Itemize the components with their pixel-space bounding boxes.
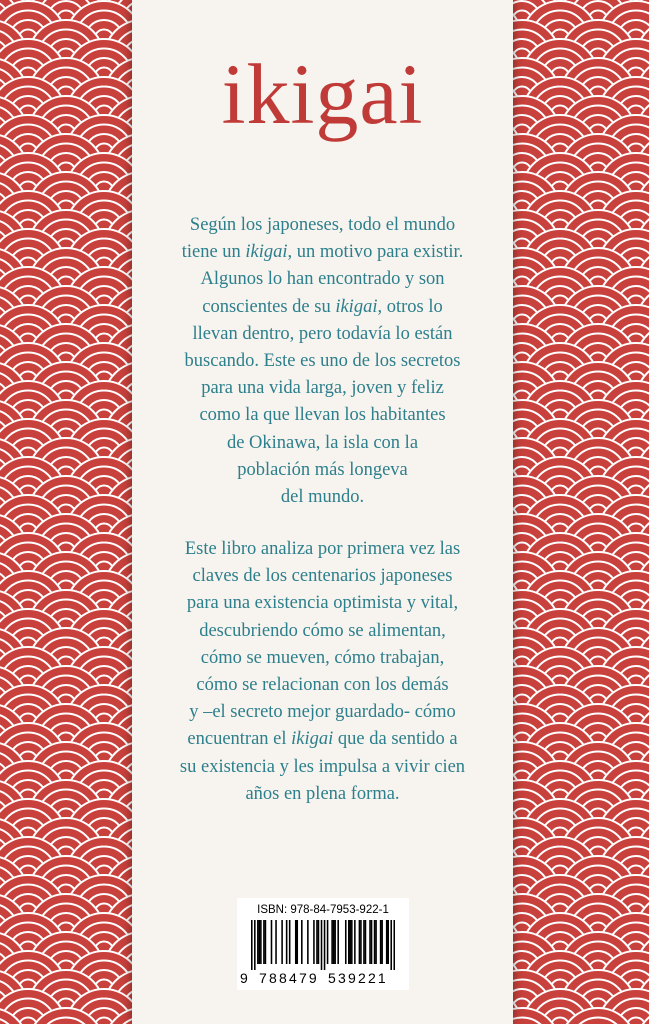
barcode-digit-lead: 9 xyxy=(240,970,248,986)
barcode-bar xyxy=(254,920,256,970)
barcode-bar xyxy=(296,920,298,964)
text-line: del mundo. xyxy=(280,487,365,508)
barcode-bar xyxy=(360,920,362,964)
barcode-bar xyxy=(354,920,356,964)
text-line: de Okinawa, la isla con la xyxy=(226,432,419,453)
seigaiha-pattern-right xyxy=(513,0,649,1024)
barcode-bar xyxy=(359,920,361,964)
text-line: conscientes de su ikigai, otros lo xyxy=(202,296,443,317)
barcode-bar xyxy=(333,920,335,964)
barcode-bar xyxy=(275,920,277,964)
barcode-bar xyxy=(390,920,392,970)
isbn-barcode xyxy=(237,898,409,990)
barcode-bar xyxy=(369,920,371,964)
barcode-bar xyxy=(313,920,315,964)
text-line: su existencia y les impulsa a vivir cien xyxy=(179,756,466,777)
synopsis-paragraph-2 xyxy=(132,536,513,808)
barcode-bar xyxy=(350,920,352,964)
text-line: población más longeva xyxy=(237,459,408,480)
barcode-bar xyxy=(327,920,329,964)
barcode-bar xyxy=(286,920,288,964)
barcode-bar xyxy=(318,920,320,964)
barcode-bar xyxy=(259,920,261,964)
text-line: buscando. Este es uno de los secretos xyxy=(184,351,461,372)
text-line: y –el secreto mejor guardado- cómo xyxy=(189,702,456,723)
text-line: cómo se relacionan con los demás xyxy=(196,675,449,696)
barcode-bar xyxy=(393,920,395,970)
back-cover-panel xyxy=(132,0,513,1024)
text-line: Algunos lo han encontrado y son xyxy=(200,269,445,290)
barcode-bar xyxy=(257,920,259,964)
barcode-bar xyxy=(345,920,347,964)
barcode-bar xyxy=(371,920,373,964)
text-line: tiene un ikigai, un motivo para existir. xyxy=(181,242,464,263)
barcode-bar xyxy=(316,920,318,964)
barcode-bar xyxy=(331,920,333,964)
text-line: para una vida larga, joven y feliz xyxy=(201,378,444,399)
book-title: ikigai xyxy=(221,46,424,142)
barcode-digit-group-2: 539221 xyxy=(328,970,388,986)
barcode-bar xyxy=(337,920,339,964)
isbn-label: ISBN: 978-84-7953-922-1 xyxy=(257,904,389,916)
barcode-bar xyxy=(263,920,265,964)
barcode-bar xyxy=(251,920,253,970)
barcode-digit-group-1: 788479 xyxy=(259,970,319,986)
barcode-bar xyxy=(271,920,273,964)
barcode-bar xyxy=(260,920,262,964)
text-line: llevan dentro, pero todavía lo están xyxy=(192,323,453,344)
text-line: Este libro analiza por primera vez las xyxy=(184,539,461,559)
text-line: cómo se mueven, cómo trabajan, xyxy=(200,647,445,668)
barcode-bar xyxy=(381,920,383,964)
barcode-bar xyxy=(265,920,267,964)
text-line: como la que llevan los habitantes xyxy=(199,405,446,426)
seigaiha-pattern-left xyxy=(0,0,132,1024)
text-line: Según los japoneses, todo el mundo xyxy=(189,215,456,235)
barcode-bar xyxy=(307,920,309,964)
barcode-bar xyxy=(321,920,323,970)
barcode-bar xyxy=(334,920,336,964)
left-wave-pattern xyxy=(0,0,132,1024)
barcode-bar xyxy=(348,920,350,964)
barcode-bar xyxy=(281,920,283,964)
barcode-bar xyxy=(324,920,326,970)
synopsis-paragraph-1 xyxy=(132,212,513,511)
barcode-bar xyxy=(375,920,377,964)
barcode-bar xyxy=(363,920,365,964)
text-line: claves de los centenarios japoneses xyxy=(192,566,453,587)
barcode-bar xyxy=(374,920,376,964)
barcode-bar xyxy=(380,920,382,964)
barcode-bar xyxy=(289,920,291,964)
text-line: para una existencia optimista y vital, xyxy=(186,593,459,614)
barcode-bar xyxy=(301,920,303,964)
text-line: encuentran el ikigai que da sentido a xyxy=(187,729,458,750)
barcode-bar xyxy=(295,920,297,964)
barcode-bar xyxy=(387,920,389,964)
right-wave-pattern xyxy=(513,0,649,1024)
text-line: descubriendo cómo se alimentan, xyxy=(199,620,446,641)
barcode-bar xyxy=(365,920,367,964)
text-line: años en plena forma. xyxy=(245,783,400,804)
barcode-bar xyxy=(351,920,353,964)
barcode-bar xyxy=(386,920,388,964)
barcode-bars xyxy=(251,920,395,970)
